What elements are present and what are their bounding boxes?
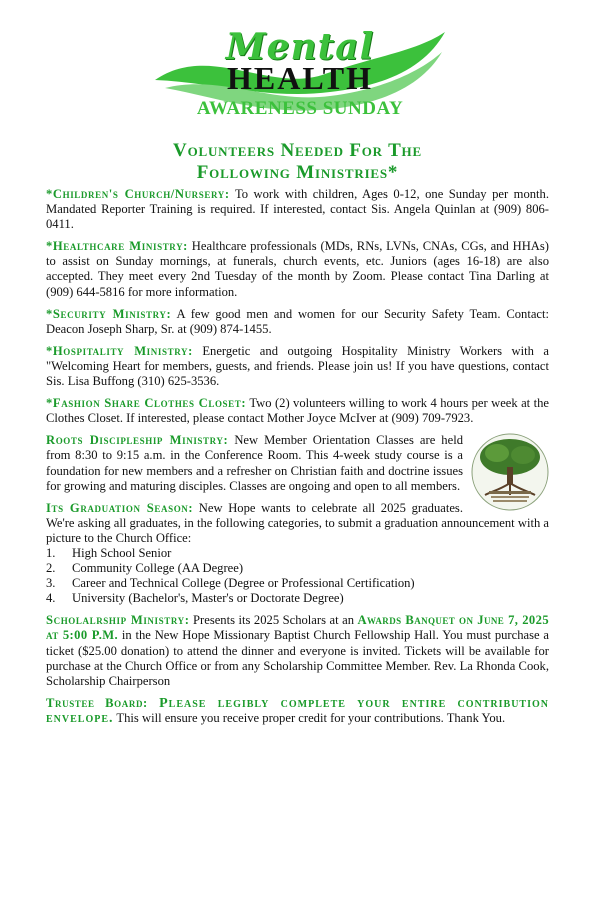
fashion-share-text: Two (2) volunteers willing to work 4 hours per week at the Clothes Closet. If interested, please contact Mother Joyce McIver at (909) 709-7923. xyxy=(46,396,549,426)
fashion-share-paragraph xyxy=(46,396,549,426)
scholarship-label: Scholalrship Ministry: xyxy=(46,613,190,628)
graduation-paragraph xyxy=(46,501,549,607)
ministries-content xyxy=(46,187,549,733)
children-ministry-text: To work with children, Ages 0-12, one Sunday per month. Mandated Reporter Training is required. If interested, contact Sis. Angela Quinlan at (909) 806-0411. xyxy=(46,187,549,232)
banner-awareness-text: AWARENESS SUNDAY xyxy=(196,98,404,119)
children-ministry-paragraph xyxy=(46,187,549,232)
security-ministry-paragraph xyxy=(46,307,549,337)
heading-line-2: Following Ministries* xyxy=(196,162,399,183)
trustee-board-text: This will ensure you receive proper credit for your contributions. Thank You. xyxy=(113,710,506,725)
list-item: 3. Career and Technical College (Degree or Professional Certification) xyxy=(46,576,415,591)
heading-line-1: Volunteers Needed For The xyxy=(173,140,422,161)
roots-discipleship-label: Roots Discipleship Ministry: xyxy=(46,433,229,448)
awards-banquet-event: Awards Banquet on June 7, 2025 at 5:00 P.M. xyxy=(46,613,550,643)
scholarship-text-2: in the New Hope Missionary Baptist Church Fellowship Hall. You must purchase a ticket ($25.00 donation) to attend the dinner and everyone is invited. Tickets will be available for purchase at the Church Office or from any Scholarship Committee Member. Rev. La Rhonda Cook, Scholarship Chairperson xyxy=(46,628,549,688)
trustee-board-paragraph xyxy=(46,696,549,726)
security-ministry-label: *Security Ministry: xyxy=(46,306,172,321)
security-ministry-text: A few good men and women for our Security Safety Team. Contact: Deacon Joseph Sharp, Sr. at (909) 874-1455. xyxy=(46,306,549,336)
graduation-text: New Hope wants to celebrate all 2025 graduates. We're asking all graduates, in the following categories, to submit a graduation announcement with a picture to the Church Office: xyxy=(46,500,549,545)
list-item: 1. High School Senior xyxy=(46,545,172,560)
roots-discipleship-text: New Member Orientation Classes are held from 8:30 to 9:15 a.m. in the Conference Room. This 4-week study course is a foundation for new members and a refresher on Christian faith and doctrine issues for growing and maturing disciples. Classes are ongoing and open to all members. xyxy=(46,433,463,493)
graduation-label: Its Graduation Season: xyxy=(46,500,194,515)
roots-discipleship-paragraph xyxy=(46,433,549,493)
banner-health-text: HEALTH xyxy=(227,60,373,96)
fashion-share-label: *Fashion Share Clothes Closet: xyxy=(46,396,247,411)
graduation-categories-list xyxy=(46,546,549,606)
trustee-board-label: Trustee Board: xyxy=(46,695,148,710)
trustee-emphasis-text: Please legibly complete your entire contribution envelope. xyxy=(46,695,549,726)
hospitality-ministry-label: *Hospitality Ministry: xyxy=(46,343,193,358)
healthcare-ministry-label: *Healthcare Ministry: xyxy=(46,239,188,254)
scholarship-text-1: Presents its 2025 Scholars at an xyxy=(189,613,358,628)
list-item: 4. University (Bachelor's, Master's or Doctorate Degree) xyxy=(46,591,344,606)
mental-health-banner xyxy=(150,22,450,122)
healthcare-ministry-text: Healthcare professionals (MDs, RNs, LVNs, CNAs, CGs, and HHAs) to assist on Sunday mornings, at funerals, church events, etc. Juniors (ages 16-18) are also accepted. They meet every 2nd Tuesday of the month by Zoom. Please contact Tina Darling at (909) 644-5816 for more information. xyxy=(46,239,549,299)
healthcare-ministry-paragraph xyxy=(46,239,549,299)
tree-logo-icon xyxy=(471,433,549,511)
page-heading xyxy=(40,140,555,184)
scholarship-paragraph xyxy=(46,613,549,688)
hospitality-ministry-text: Energetic and outgoing Hospitality Ministry Workers with a "Welcoming Heart for members, guests, and friends. Please join us! If you have questions, contact Sis. Lisa Buffong (310) 625-3536. xyxy=(46,343,549,389)
list-item: 2. Community College (AA Degree) xyxy=(46,561,244,576)
children-ministry-label: *Children's Church/Nursery: xyxy=(46,187,230,201)
banner-mental-text: Mental xyxy=(225,26,375,68)
hospitality-ministry-paragraph xyxy=(46,344,549,389)
